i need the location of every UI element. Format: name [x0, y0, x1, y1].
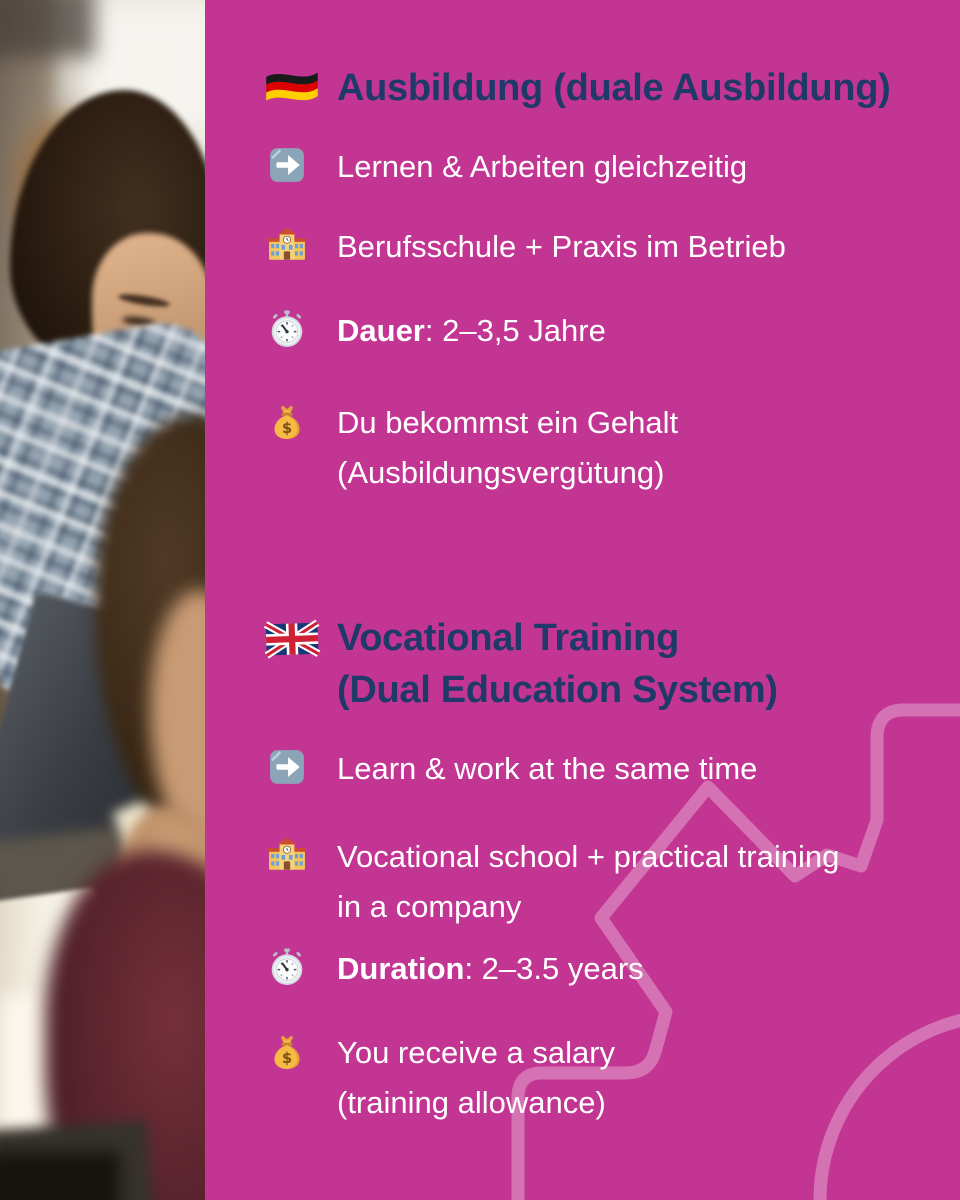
student-photo: [0, 0, 205, 1200]
en-item3-rest: : 2–3.5 years: [464, 951, 644, 986]
de-item-school-practice: [265, 222, 786, 272]
english-title-line1: Vocational Training: [337, 617, 679, 659]
en-item-duration: [265, 944, 644, 994]
arrow-right-icon: [265, 748, 309, 786]
en-item4-line2: (training allowance): [337, 1085, 606, 1120]
arrow-right-icon: [265, 146, 309, 184]
en-item3-bold: Duration: [337, 951, 465, 986]
money-bag-icon: [265, 402, 309, 440]
de-item-salary: [265, 398, 678, 498]
de-item-duration: [265, 306, 606, 356]
de-item4-line1: Du bekommst ein Gehalt: [337, 405, 679, 440]
german-section-title: [263, 62, 891, 114]
english-title-line2: (Dual Education System): [337, 669, 778, 711]
en-item-salary: [265, 1028, 615, 1128]
de-item-learn-work: [265, 142, 747, 192]
german-flag-icon: [263, 66, 321, 109]
en-item1-text: Learn & work at the same time: [337, 751, 758, 786]
en-item-school-practice: [265, 832, 839, 932]
de-item1-text: Lernen & Arbeiten gleichzeitig: [337, 149, 748, 184]
en-item2-line1: Vocational school + practical training: [337, 839, 840, 874]
school-icon: [265, 226, 309, 264]
stopwatch-icon: [265, 948, 309, 986]
content-panel: [205, 0, 960, 1200]
de-item3-rest: : 2–3,5 Jahre: [424, 313, 606, 348]
stopwatch-icon: [265, 310, 309, 348]
uk-flag-icon: [262, 615, 321, 659]
de-item2-text: Berufsschule + Praxis im Betrieb: [337, 229, 786, 264]
en-item-learn-work: [265, 744, 757, 794]
en-item2-line2: in a company: [337, 889, 522, 924]
de-item4-line2: (Ausbildungsvergütung): [337, 455, 665, 490]
photo-corner-shadow: [0, 1152, 120, 1200]
circle-outline-decoration: [820, 1015, 960, 1200]
money-bag-icon: [265, 1032, 309, 1070]
english-section-title: [263, 612, 778, 716]
en-item4-line1: You receive a salary: [337, 1035, 616, 1070]
school-icon: [265, 836, 309, 874]
de-item3-bold: Dauer: [337, 313, 425, 348]
german-title-text: Ausbildung (duale Ausbildung): [337, 67, 891, 109]
